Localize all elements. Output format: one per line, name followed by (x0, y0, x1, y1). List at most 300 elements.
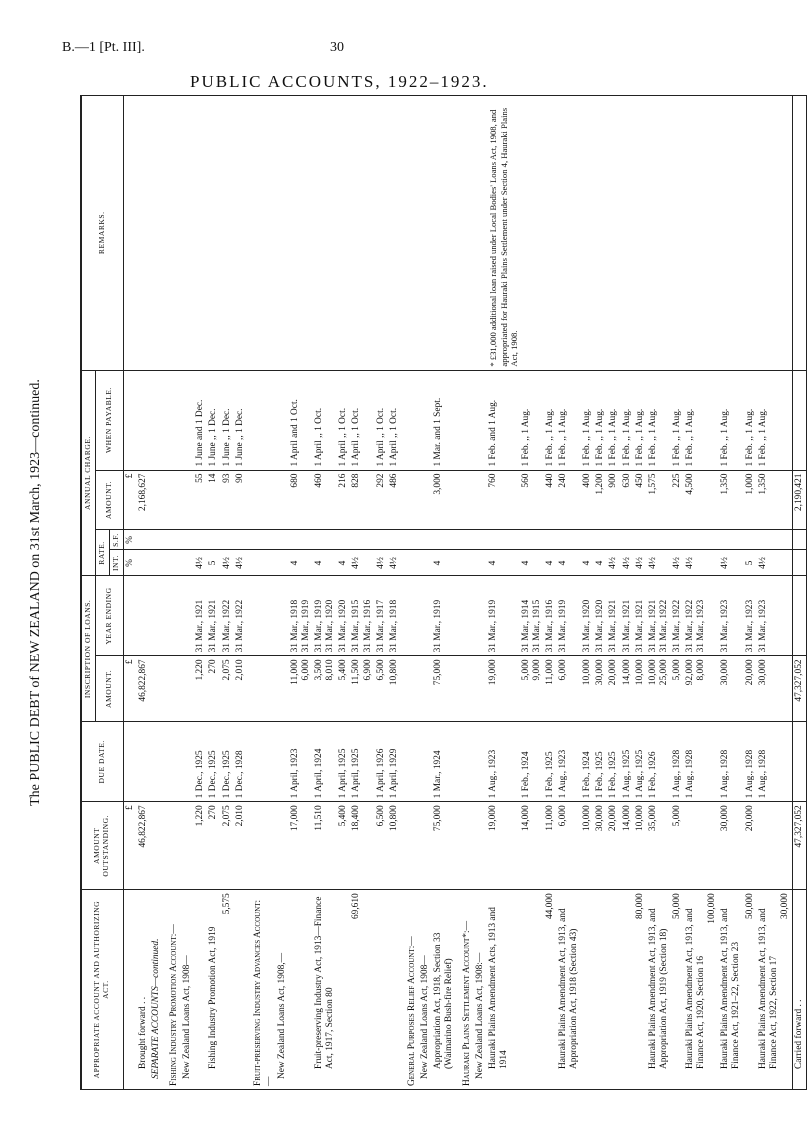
brought-forward-insc-amount: 46,822,867 (137, 656, 150, 722)
rate-sf-cell (757, 530, 793, 550)
insc-amount-cell: 10,800 (388, 656, 401, 722)
insc-amount-cell: 92,000 8,000 (684, 656, 719, 722)
table-cell (419, 802, 432, 890)
subtotal-hauraki: 44,000 (545, 893, 555, 920)
when-payable-cell: 1 April ,, 1 Oct. (350, 370, 374, 470)
account-cell (520, 890, 544, 1090)
due-date-cell: 1 Feb., 1925 (594, 722, 607, 802)
remarks-cell (520, 96, 544, 371)
rate-sf-cell (647, 530, 671, 550)
table-row (744, 96, 757, 1090)
insc-year-cell: 31 Mar., 1921 (194, 576, 207, 656)
insc-year-cell: 31 Mar., 1914 31 Mar., 1915 (520, 576, 544, 656)
subtotal-hauraki: 30,000 (779, 893, 790, 920)
table-cell (401, 96, 419, 371)
charge-amount-cell: 240 (557, 470, 581, 530)
table-row (487, 96, 519, 1090)
unit-percent: % (124, 536, 135, 544)
table-cell (163, 530, 181, 550)
account-cell (607, 890, 620, 1090)
insc-amount-cell: 30,000 (594, 656, 607, 722)
outstanding-cell: 20,000 (744, 802, 757, 890)
table-cell (163, 656, 181, 722)
charge-amount-cell: 292 (375, 470, 388, 530)
table-row (544, 96, 557, 1090)
due-date-cell: 1 April, 1925 (337, 722, 350, 802)
due-date-cell: 1 Dec., 1925 (207, 722, 220, 802)
insc-year-cell: 31 Mar., 1921 (207, 576, 220, 656)
insc-amount-cell: 1,220 (194, 656, 207, 722)
due-date-cell: 1 Feb., 1924 (581, 722, 594, 802)
charge-amount-cell: 93 (221, 470, 234, 530)
due-date-cell: 1 Aug., 1928 (744, 722, 757, 802)
table-cell (401, 530, 419, 550)
table-row (350, 96, 374, 1090)
outstanding-cell: 10,000 (581, 802, 594, 890)
table-row (313, 96, 337, 1090)
charge-amount-cell: 216 (337, 470, 350, 530)
table-cell (474, 656, 487, 722)
remarks-cell (207, 96, 220, 371)
table-cell (181, 802, 194, 890)
insc-year-cell: 31 Mar., 1923 (719, 576, 743, 656)
account-cell (594, 890, 607, 1090)
due-date-cell: 1 Aug., 1925 (634, 722, 647, 802)
table-cell (276, 802, 289, 890)
table-cell (401, 550, 419, 576)
group-title-general: General Purposes Relief Account:— (401, 890, 419, 1090)
table-cell (456, 576, 474, 656)
when-payable-cell: 1 April ,, 1 Oct. (337, 370, 350, 470)
rate-int-cell: 4½ (194, 550, 207, 576)
when-payable-cell: 1 April ,, 1 Oct. (375, 370, 388, 470)
when-payable-cell: 1 Feb. ,, 1 Aug. (557, 370, 581, 470)
charge-amount-cell: 486 (388, 470, 401, 530)
table-row (207, 96, 220, 1090)
group-act-fishing: New Zealand Loans Act, 1908— (181, 890, 194, 1090)
table-caption: The PUBLIC DEBT of NEW ZEALAND on 31st March, 1923—continued. (28, 379, 43, 806)
charge-amount-cell: 560 (520, 470, 544, 530)
account-cell (634, 890, 647, 1090)
outstanding-cell: 5,000 (671, 802, 684, 890)
charge-amount-cell: 1,000 (744, 470, 757, 530)
rate-sf-cell (744, 530, 757, 550)
rate-sf-cell (207, 530, 220, 550)
table-cell (401, 722, 419, 802)
table-row (634, 96, 647, 1090)
outstanding-cell: 20,000 (607, 802, 620, 890)
charge-amount-cell: 630 (621, 470, 634, 530)
account-cell (581, 890, 594, 1090)
table-row (194, 96, 207, 1090)
table-cell (276, 550, 289, 576)
outstanding-cell: 270 (207, 802, 220, 890)
table-cell (163, 576, 181, 656)
when-payable-cell: 1 April ,, 1 Oct. (388, 370, 401, 470)
due-date-cell: 1 April, 1924 (313, 722, 337, 802)
public-debt-table (80, 95, 807, 1090)
table-row (557, 96, 581, 1090)
separate-accounts-heading: SEPARATE ACCOUNTS—continued. (150, 890, 163, 1090)
col-rate-sf: S.F. (109, 530, 123, 550)
insc-year-cell: 31 Mar., 1917 (375, 576, 388, 656)
remarks-cell (594, 96, 607, 371)
rate-sf-cell (557, 530, 581, 550)
outstanding-cell: 75,000 (432, 802, 456, 890)
table-row (388, 96, 401, 1090)
account-cell: Fishing Industry Promotion Act, 1919 (207, 890, 220, 1090)
insc-year-cell: 31 Mar., 1916 (544, 576, 557, 656)
charge-amount-cell: 450 (634, 470, 647, 530)
outstanding-cell (757, 802, 793, 890)
account-cell: Fruit-preserving Industry Act, 1913—Finance Act, 1917, Section 80 (313, 890, 337, 1090)
table-cell (181, 96, 194, 371)
insc-amount-cell: 30,000 (757, 656, 793, 722)
insc-year-cell: 31 Mar., 1918 31 Mar., 1919 (289, 576, 313, 656)
charge-amount-cell: 460 (313, 470, 337, 530)
insc-year-cell: 31 Mar., 1922 (234, 576, 247, 656)
when-payable-cell: 1 Feb. ,, 1 Aug. (684, 370, 719, 470)
rate-int-cell: 4½ (634, 550, 647, 576)
rate-sf-cell (581, 530, 594, 550)
insc-year-cell: 31 Mar., 1921 (621, 576, 634, 656)
col-outstanding: AMOUNT OUTSTANDING. (81, 802, 123, 890)
leader-dots: . . (793, 999, 804, 1007)
due-date-cell: 1 Feb., 1924 (520, 722, 544, 802)
rate-int-cell: 4½ (671, 550, 684, 576)
outstanding-cell (684, 802, 719, 890)
when-payable-cell: 1 Feb. ,, 1 Aug. (744, 370, 757, 470)
account-cell (289, 890, 313, 1090)
outstanding-cell: 5,400 (337, 802, 350, 890)
table-row (520, 96, 544, 1090)
table-cell (456, 550, 474, 576)
table-cell (792, 576, 806, 656)
table-cell (247, 722, 276, 802)
rate-sf-cell (289, 530, 313, 550)
rate-sf-cell (194, 530, 207, 550)
rate-int-cell: 5 (207, 550, 220, 576)
group-act-general: New Zealand Loans Act, 1908— (419, 890, 432, 1090)
remarks-cell (719, 96, 743, 371)
charge-amount-cell: 900 (607, 470, 620, 530)
col-annual-charge: ANNUAL CHARGE. (81, 370, 95, 576)
when-payable-cell: 1 June ,, 1 Dec. (234, 370, 247, 470)
when-payable-cell: 1 Feb. and 1 Aug. (487, 370, 519, 470)
table-cell (456, 530, 474, 550)
table-cell (419, 530, 432, 550)
insc-amount-cell: 11,000 6,000 (289, 656, 313, 722)
table-cell (792, 96, 806, 371)
carried-forward-insc-amount: 47,327,052 (792, 656, 806, 722)
insc-amount-cell: 270 (207, 656, 220, 722)
due-date-cell: 1 Mar., 1924 (432, 722, 456, 802)
charge-amount-cell: 760 (487, 470, 519, 530)
charge-amount-cell: 440 (544, 470, 557, 530)
due-date-cell: 1 April, 1929 (388, 722, 401, 802)
rate-int-cell: 5 (744, 550, 757, 576)
group-heading-row (276, 96, 289, 1090)
table-cell (247, 656, 276, 722)
outstanding-cell: 6,500 (375, 802, 388, 890)
insc-year-cell: 31 Mar., 1919 31 Mar., 1920 (313, 576, 337, 656)
when-payable-cell: 1 Feb. ,, 1 Aug. (647, 370, 671, 470)
table-cell (181, 550, 194, 576)
table-cell (456, 802, 474, 890)
subtotal-fishing: 5,575 (221, 893, 232, 915)
account-cell: Hauraki Plains Amendment Act, 1913, and Appropriation Act, 1918 (Section 43) (557, 890, 581, 1090)
when-payable-cell: 1 Feb. ,, 1 Aug. (757, 370, 793, 470)
col-account: APPROPRIATE ACCOUNT AND AUTHORIZING ACT. (81, 890, 123, 1090)
insc-year-cell: 31 Mar., 1921 31 Mar., 1922 (647, 576, 671, 656)
due-date-cell: 1 Aug., 1923 (487, 722, 519, 802)
insc-year-cell: 31 Mar., 1919 (432, 576, 456, 656)
table-row (757, 96, 793, 1090)
outstanding-cell: 18,400 (350, 802, 374, 890)
outstanding-cell: 19,000 (487, 802, 519, 890)
table-row (337, 96, 350, 1090)
due-date-cell: 1 April, 1923 (289, 722, 313, 802)
subtotal-hauraki: 50,000 (671, 893, 682, 920)
when-payable-cell: 1 Feb. ,, 1 Aug. (719, 370, 743, 470)
charge-amount-cell: 400 (581, 470, 594, 530)
rate-sf-cell (520, 530, 544, 550)
carried-forward-label: Carried forward (793, 1008, 804, 1069)
account-cell: Hauraki Plains Amendment Act, 1913, and Finance Act, 1921–22, Section 23 (719, 890, 743, 1090)
insc-amount-cell: 3,500 8,010 (313, 656, 337, 722)
group-heading-row (474, 96, 487, 1090)
subtotal-fruit: 69,610 (351, 893, 362, 920)
outstanding-cell: 11,510 (313, 802, 337, 890)
outstanding-cell: 10,800 (388, 802, 401, 890)
table-row (289, 96, 313, 1090)
insc-amount-cell: 2,010 (234, 656, 247, 722)
insc-amount-cell: 10,000 25,000 (647, 656, 671, 722)
table-cell (181, 470, 194, 530)
rate-sf-cell (388, 530, 401, 550)
rate-int-cell: 4½ (719, 550, 743, 576)
rate-int-cell: 4½ (350, 550, 374, 576)
group-heading-row (247, 96, 276, 1090)
rate-sf-cell (313, 530, 337, 550)
table-cell (456, 656, 474, 722)
rate-sf-cell (375, 530, 388, 550)
when-payable-cell: 1 Feb. ,, 1 Aug. (634, 370, 647, 470)
brought-forward-charge: 2,168,627 (137, 470, 150, 530)
charge-amount-cell: 55 (194, 470, 207, 530)
remarks-cell (388, 96, 401, 371)
rate-int-cell: 4 (289, 550, 313, 576)
rate-int-cell: 4½ (375, 550, 388, 576)
table-row (432, 96, 456, 1090)
table-cell (276, 470, 289, 530)
insc-amount-cell: 19,000 (487, 656, 519, 722)
table-cell (456, 96, 474, 371)
rate-sf-cell (544, 530, 557, 550)
insc-amount-cell: 11,000 (544, 656, 557, 722)
rate-sf-cell (234, 530, 247, 550)
insc-year-cell: 31 Mar., 1921 (607, 576, 620, 656)
unit-pound: £ (124, 805, 135, 810)
table-cell (247, 550, 276, 576)
account-cell (671, 890, 684, 1090)
outstanding-cell: 1,220 (194, 802, 207, 890)
carried-forward-charge: 2,190,421 (792, 470, 806, 530)
insc-amount-cell: 75,000 (432, 656, 456, 722)
outstanding-cell: 35,000 (647, 802, 671, 890)
due-date-cell: 1 Aug., 1925 (621, 722, 634, 802)
insc-amount-cell: 30,000 (719, 656, 743, 722)
rate-int-cell: 4½ (621, 550, 634, 576)
table-row (647, 96, 671, 1090)
col-charge-amount: AMOUNT. (95, 470, 123, 530)
table-cell (419, 722, 432, 802)
col-inscription: INSCRIPTION OF LOANS. (81, 576, 95, 722)
due-date-cell: 1 Aug., 1928 (684, 722, 719, 802)
account-cell: Hauraki Plains Amendment Acts, 1913 and 1914 (487, 890, 519, 1090)
unit-percent: % (124, 559, 135, 567)
charge-amount-cell: 680 (289, 470, 313, 530)
charge-amount-cell: 1,575 (647, 470, 671, 530)
remarks-cell (375, 96, 388, 371)
due-date-cell: 1 Dec., 1925 (221, 722, 234, 802)
insc-amount-cell: 5,400 (337, 656, 350, 722)
insc-year-cell: 31 Mar., 1923 (744, 576, 757, 656)
charge-amount-cell: 225 (671, 470, 684, 530)
insc-amount-cell: 11,500 6,900 (350, 656, 374, 722)
unit-pound: £ (124, 659, 135, 665)
table-cell (181, 656, 194, 722)
table-row (684, 96, 719, 1090)
when-payable-cell: 1 April and 1 Oct. (289, 370, 313, 470)
table-row (671, 96, 684, 1090)
col-remarks: REMARKS. (81, 96, 123, 371)
table-cell (419, 96, 432, 371)
group-title-fruit: Fruit-preserving Industry Advances Account:— (247, 890, 276, 1090)
table-cell (181, 722, 194, 802)
col-rate: RATE. (95, 530, 109, 576)
group-act-hauraki: New Zealand Loans Act, 1908:— (474, 890, 487, 1090)
table-row (594, 96, 607, 1090)
rate-int-cell: 4½ (234, 550, 247, 576)
rate-int-cell: 4 (557, 550, 581, 576)
remarks-cell (432, 96, 456, 371)
rate-int-cell: 4 (487, 550, 519, 576)
table-cell (247, 470, 276, 530)
rate-sf-cell (671, 530, 684, 550)
rate-sf-cell (607, 530, 620, 550)
account-cell (744, 890, 757, 1090)
charge-amount-cell: 90 (234, 470, 247, 530)
when-payable-cell: 1 June ,, 1 Dec. (221, 370, 234, 470)
table-cell (474, 96, 487, 371)
carried-forward-row (792, 96, 806, 1090)
when-payable-cell: 1 Feb. ,, 1 Aug. (544, 370, 557, 470)
table-cell (792, 550, 806, 576)
table-row (375, 96, 388, 1090)
page-header-ref: B.—1 [Pt. III]. (62, 40, 145, 55)
table-cell (419, 370, 432, 470)
insc-year-cell: 31 Mar., 1920 (594, 576, 607, 656)
group-heading-row (456, 96, 474, 1090)
remarks-cell (194, 96, 207, 371)
when-payable-cell: 1 Feb. ,, 1 Aug. (594, 370, 607, 470)
subtotal-hauraki: 80,000 (634, 893, 645, 920)
table-cell (456, 470, 474, 530)
table-cell (276, 530, 289, 550)
table-cell (181, 370, 194, 470)
remarks-cell (744, 96, 757, 371)
when-payable-cell: 1 June and 1 Dec. (194, 370, 207, 470)
outstanding-cell: 2,010 (234, 802, 247, 890)
account-cell (194, 890, 207, 1090)
when-payable-cell: 1 Mar. and 1 Sept. (432, 370, 456, 470)
charge-amount-cell: 4,500 (684, 470, 719, 530)
table-cell (419, 656, 432, 722)
rate-int-cell: 4 (432, 550, 456, 576)
table-cell (456, 370, 474, 470)
when-payable-cell: 1 Feb. ,, 1 Aug. (520, 370, 544, 470)
table-cell (276, 96, 289, 371)
outstanding-cell: 14,000 (621, 802, 634, 890)
due-date-cell: 1 Feb., 1926 (647, 722, 671, 802)
remarks-cell (757, 96, 793, 371)
account-cell (375, 890, 388, 1090)
table-cell (474, 722, 487, 802)
rotated-table-panel (28, 95, 804, 1090)
remarks-cell (313, 96, 337, 371)
col-due-date: DUE DATE. (81, 722, 123, 802)
rate-int-cell: 4½ (607, 550, 620, 576)
when-payable-cell: 1 June ,, 1 Dec. (207, 370, 220, 470)
account-cell (350, 890, 374, 1090)
due-date-cell: 1 Aug., 1928 (757, 722, 793, 802)
rate-int-cell: 4 (337, 550, 350, 576)
when-payable-cell: 1 April ,, 1 Oct. (313, 370, 337, 470)
table-cell (247, 802, 276, 890)
rate-int-cell: 4½ (388, 550, 401, 576)
table-cell (163, 96, 181, 371)
rate-sf-cell (719, 530, 743, 550)
insc-amount-cell: 6,000 (557, 656, 581, 722)
rate-sf-cell (432, 530, 456, 550)
table-row (621, 96, 634, 1090)
rate-int-cell: 4 (594, 550, 607, 576)
account-cell: Hauraki Plains Amendment Act, 1913, and Finance Act, 1920, Section 16 100,000 (684, 890, 719, 1090)
leader-dots: . . (137, 996, 148, 1004)
insc-amount-cell: 14,000 (621, 656, 634, 722)
insc-year-cell: 31 Mar., 1923 (757, 576, 793, 656)
table-row (719, 96, 743, 1090)
unit-pound: £ (124, 473, 135, 479)
insc-amount-cell: 10,000 (581, 656, 594, 722)
insc-year-cell: 31 Mar., 1918 (388, 576, 401, 656)
due-date-cell: 1 April, 1925 (350, 722, 374, 802)
due-date-cell: 1 Dec., 1928 (234, 722, 247, 802)
table-cell (163, 802, 181, 890)
rate-sf-cell (634, 530, 647, 550)
table-cell (456, 722, 474, 802)
remarks-cell (557, 96, 581, 371)
charge-amount-cell: 1,200 (594, 470, 607, 530)
remarks-cell (671, 96, 684, 371)
insc-year-cell: 31 Mar., 1920 (581, 576, 594, 656)
account-cell: Hauraki Plains Amendment Act, 1913, and Finance Act, 1922, Section 17 30,000 (757, 890, 793, 1090)
table-row (221, 96, 234, 1090)
rate-int-cell: 4 (581, 550, 594, 576)
rate-int-cell: 4½ (221, 550, 234, 576)
rate-int-cell: 4½ (684, 550, 719, 576)
